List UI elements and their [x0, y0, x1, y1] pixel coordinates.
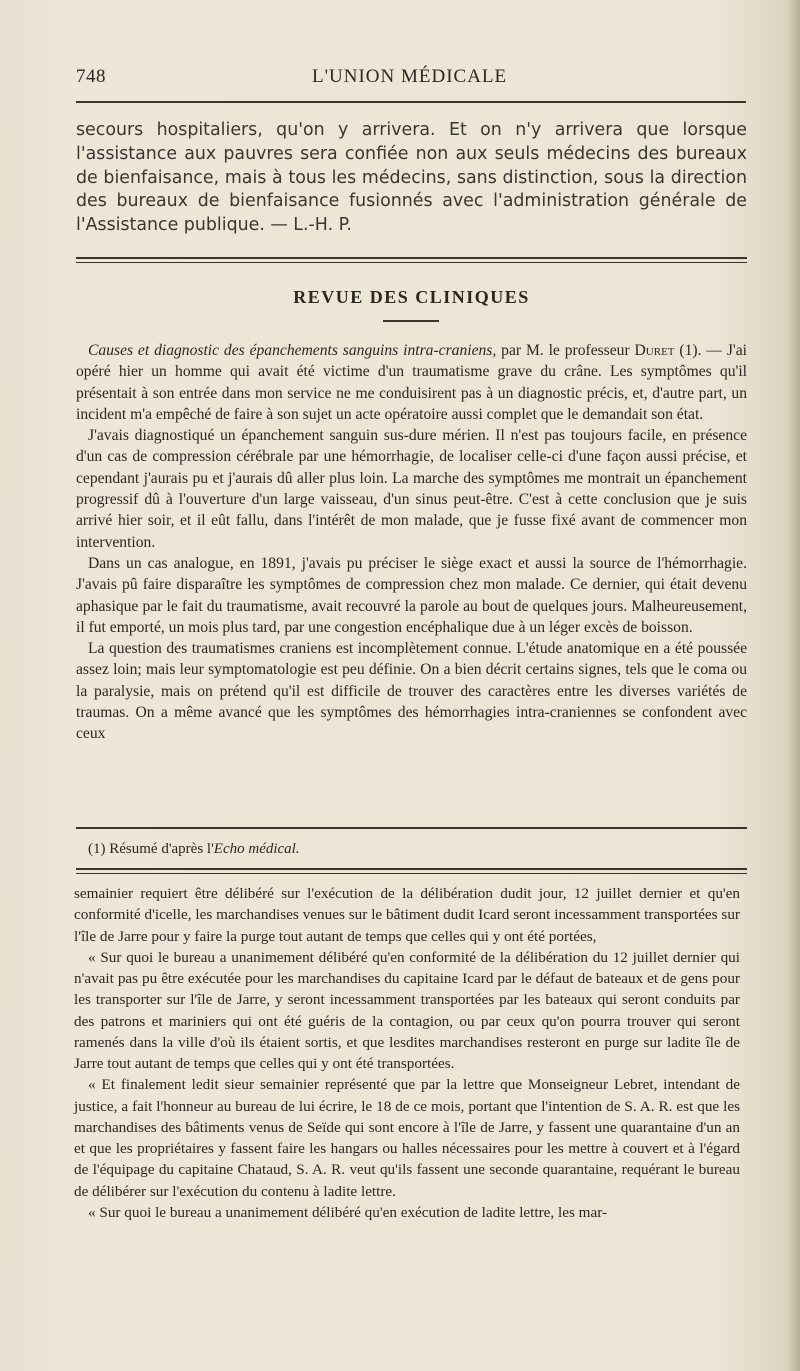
page-header — [76, 66, 746, 94]
page-number: 748 — [76, 66, 106, 87]
article-body — [76, 340, 747, 745]
header-rule — [76, 101, 746, 103]
continued-paragraph: secours hospitaliers, qu'on y arrivera. Et on n'y arrivera que lorsque l'assistance aux pauvres sera confiée non aux seuls médecins des bureaux de bienfaisance, mais à tous les médecins, sans distinction, sous la direction des bureaux de bienfaisance fusionnés avec l'administration générale de l'Assistance publique. — L.-H. P. — [76, 120, 747, 236]
footnote-source: Echo médical. — [213, 841, 300, 857]
block-separator-top — [76, 868, 747, 870]
footnote — [88, 841, 300, 858]
footnote-reference: (1). — [674, 342, 702, 359]
extract-paragraph-4: « Sur quoi le bureau a unanimement délibéré qu'en exécution de ladite lettre, les mar- — [88, 1203, 608, 1221]
article-paragraph-3: Dans un cas analogue, en 1891, j'avais pu préciser le siège exact et aussi la source de l'hémorrhagie. J'avais pû faire disparaître les symptômes de compression chez mon malade. Ce dernier, qui était devenu aphasique par le fait du traumatisme, avait recouvré la parole au bout de quelques jours. Malheureusement, il fut emporté, un mois plus tard, par une congestion encéphalique due à un léger excès de boisson. — [76, 554, 747, 636]
article-paragraph-4: La question des traumatismes craniens est incomplètement connue. L'étude anatomique en a été poussée assez loin; mais leur symptomatologie est peu définie. On a bien décrit certains signes, tels que le coma ou la paralysie, mais on prétend qu'il est difficile de trouver des caractères entre les diverses variétés de traumas. On a même avancé que les symptômes des hémorrhagies intra-craniennes se confondent avec ceux — [76, 640, 747, 743]
extract-paragraph-3: « Et finalement ledit sieur semainier représenté que par la lettre que Monseigneur Lebret, intendant de justice, a fait l'honneur au bureau de lui écrire, le 18 de ce mois, portant que l'intention de S. A. R. est que les marchandises des bâtiments venus de Seïde qui sont encore à l'île de Jarre, y fassent une quarantaine d'un an et que les propriétaires y fassent faire les hangars ou halles nécessaires pour les mettre à couvert et à l'égard de l'équipage du capitaine Chataud, S. A. R. veut qu'ils fassent une seconde quarantaine, requérant le bureau de délibérer sur l'exécution du contenu à ladite lettre. — [74, 1076, 740, 1200]
article-paragraph-1 — [76, 340, 747, 425]
block-separator-bottom — [76, 873, 747, 874]
section-double-rule-top — [76, 257, 747, 259]
extract-paragraph-1: semainier requiert être délibéré sur l'exécution de la délibération dudit jour, 12 juillet dernier et qu'en conformité d'icelle, les marchandises venues sur le bâtiment dudit Icard seront incessamment transportées sur l'île de Jarre pour y faire la purge tout autant de temps que celles qui y ont été portées, — [74, 885, 740, 945]
section-double-rule-bottom — [76, 262, 747, 263]
archive-extract — [74, 883, 740, 1223]
title-underline — [383, 320, 439, 322]
extract-paragraph-2: « Sur quoi le bureau a unanimement délibéré qu'en conformité de la délibération du 12 juillet dernier qui n'avait pas pu être exécutée pour les marchandises du capitaine Icard par le défaut de bateaux et de gens pour les transporter sur l'île de Jarre, y seront incessamment transportées par les bateaux qui seront conduits par des patrons et mariniers qui ont été guéris de la contagion, ou par ceux qu'on pourra trouver qui seront ramenés dans la ville d'où ils étaient sortis, et que lesdites marchandises resteront en purge sur ladite île de Jarre tout autant de temps que celles qui y ont été transportées. — [74, 948, 740, 1072]
article-author: Duret — [634, 342, 675, 359]
section-title: REVUE DES CLINIQUES — [293, 287, 530, 307]
article-byline: par M. le professeur — [496, 342, 635, 359]
running-head: L'UNION MÉDICALE — [312, 66, 508, 87]
paragraph-text: — J'ai opéré hier un homme qui avait été victime d'un traumatisme grave du crâne. Les symptômes qu'il présentait à son entrée dans mon service ne me conduisirent pas à un diagnostic précis, et, d'autre part, un incident m'a empêché de faire à son sujet un acte opératoire aussi complet que le demandait son état. — [76, 342, 747, 423]
footnote-text: (1) Résumé d'après l' — [88, 841, 214, 857]
article-title: Causes et diagnostic des épanchements sanguins intra-craniens, — [88, 342, 497, 359]
article-paragraph-2: J'avais diagnostiqué un épanchement sanguin sus-dure mérien. Il n'est pas toujours facile, en présence d'un cas de compression cérébrale par une hémorrhagie, de localiser celle-ci d'une façon aussi précise, et cependant j'aurais pu et j'aurais dû aller plus loin. La marche des symptômes me montrait un épanchement progressif dû à l'ouverture d'un large vaisseau, d'un sinus peut-être. C'est à cette conclusion que je suis arrivé hier soir, et il eût fallu, dans l'intérêt de mon malade, que je fusse fixé avant de commencer mon intervention. — [76, 427, 747, 551]
page-edge-shadow — [786, 0, 800, 1371]
footnote-rule — [76, 827, 747, 829]
